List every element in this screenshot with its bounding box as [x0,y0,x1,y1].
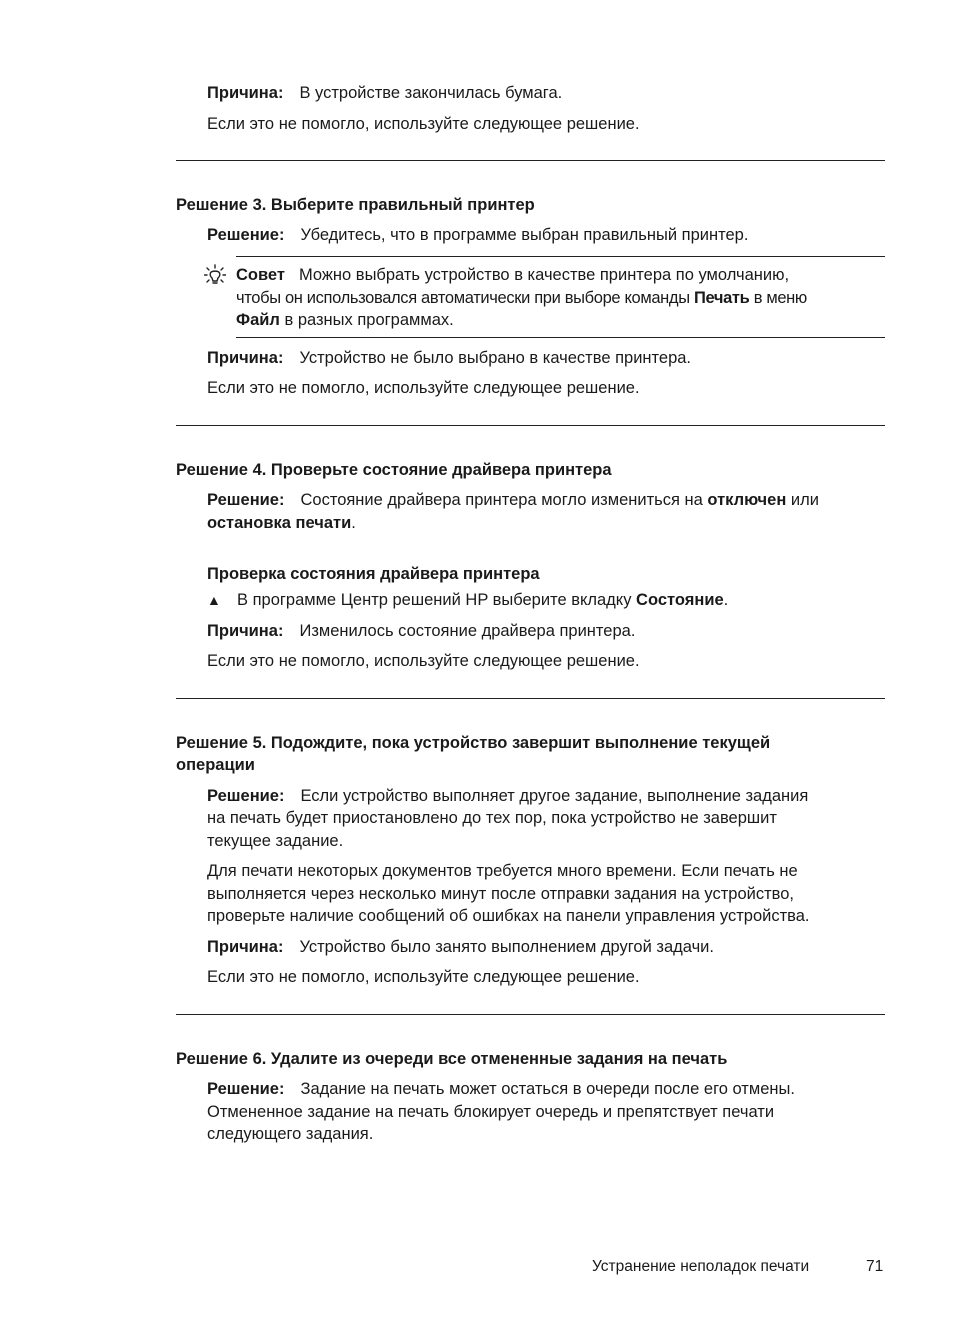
solution-line-3: следующего задания. [207,1125,374,1143]
paragraph-line-2: выполняется через несколько минут после отправки задания на устройство, [207,885,794,903]
tip-top-rule [236,256,885,257]
procedure-step [207,590,728,610]
cause-label: Причина: [207,84,284,102]
solution-line-1 [207,1079,795,1099]
tab-status: Состояние [636,591,724,609]
solution-line-1 [207,490,819,510]
solution-5-heading-line-2: операции [176,756,255,774]
paragraph-line-3: проверьте наличие сообщений об ошибках на панели управления устройства. [207,907,810,925]
solution-text: Состояние драйвера принтера могло измениться на [300,491,708,509]
solution-text: или [786,491,819,509]
tip-line-2 [236,288,807,308]
solution-line-2: Отмененное задание на печать блокирует очередь и препятствует печати [207,1103,775,1121]
cause-text: Устройство не было выбрано в качестве принтера. [299,349,692,367]
solution-text: . [351,514,356,532]
tip-line-3 [236,310,454,330]
cause-text: Устройство было занято выполнением другой задачи. [299,938,714,956]
cause-text: В устройстве закончилась бумага. [299,84,563,102]
step-text: . [723,591,729,609]
solution-3-heading: Решение 3. Выберите правильный принтер [176,196,535,214]
tip-line-1 [236,265,789,285]
next-solution-note: Если это не помогло, используйте следующее решение. [207,652,640,670]
cause-label: Причина: [207,938,284,956]
solution-line-3: текущее задание. [207,832,344,850]
next-solution-note: Если это не помогло, используйте следующее решение. [207,115,640,133]
solution-label: Решение: [207,491,285,509]
lightbulb-icon [204,264,226,288]
solution-line-1 [207,786,808,806]
menu-command-print: Печать [693,289,750,307]
solution-4-heading: Решение 4. Проверьте состояние драйвера принтера [176,461,612,479]
solution-line-2: на печать будет приостановлено до тех пор, пока устройство не завершит [207,809,777,827]
tip-text: Можно выбрать устройство в качестве принтера по умолчанию, [298,266,790,284]
solution-label: Решение: [207,787,285,805]
footer-section-title: Устранение неполадок печати [592,1258,810,1275]
solution-label: Решение: [207,226,285,244]
paragraph-line-1: Для печати некоторых документов требуется много времени. Если печать не [207,862,798,880]
menu-file: Файл [236,311,280,329]
solution-text: Убедитесь, что в программе выбран правильный принтер. [300,226,749,244]
section-divider [176,1014,885,1015]
cause-text: Изменилось состояние драйвера принтера. [299,622,636,640]
cause-label: Причина: [207,622,284,640]
status-disabled: отключен [707,491,787,509]
solution-text: Если устройство выполняет другое задание, выполнение задания [300,787,809,805]
triangle-bullet-icon: ▲ [207,592,221,608]
procedure-heading: Проверка состояния драйвера принтера [207,565,540,583]
section-divider [176,160,885,161]
next-solution-note: Если это не помогло, используйте следующее решение. [207,379,640,397]
section-divider [176,698,885,699]
step-text: В программе Центр решений HP выберите вкладку [237,591,637,609]
tip-label: Совет [236,266,285,284]
tip-text: в меню [749,289,807,307]
cause-line [207,621,635,641]
cause-label: Причина: [207,349,284,367]
solution-text: Задание на печать может остаться в очереди после его отмены. [300,1080,795,1098]
solution-line [207,225,748,245]
tip-bottom-rule [236,337,885,338]
page-number: 71 [866,1258,884,1275]
tip-text: в разных программах. [279,311,454,329]
next-solution-note: Если это не помогло, используйте следующее решение. [207,968,640,986]
solution-5-heading-line-1: Решение 5. Подождите, пока устройство завершит выполнение текущей [176,734,771,752]
status-paused: остановка печати [207,514,352,532]
tip-text: чтобы он использовался автоматически при выборе команды [236,289,694,307]
cause-line [207,937,714,957]
solution-label: Решение: [207,1080,285,1098]
cause-line [207,348,691,368]
solution-6-heading: Решение 6. Удалите из очереди все отмененные задания на печать [176,1050,728,1068]
cause-line [207,83,562,103]
solution-line-2 [207,513,356,533]
section-divider [176,425,885,426]
